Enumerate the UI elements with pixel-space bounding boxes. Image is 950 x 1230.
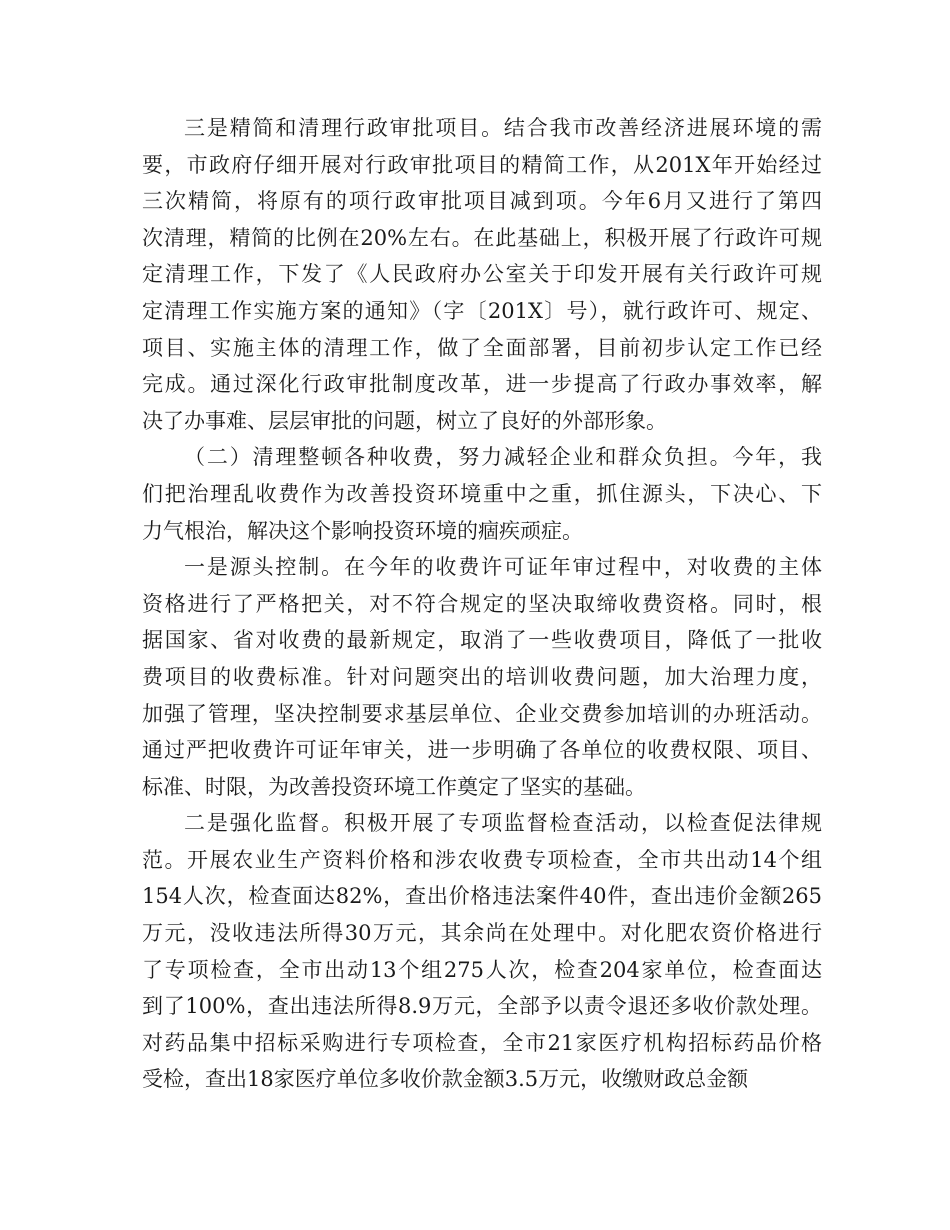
body-text: [142, 110, 822, 1098]
text-line: 二是强化监督。积极开展了专项监督检查活动，以检查促法律规: [184, 811, 822, 836]
text-line: 154人次，检查面达82%，查出价格违法案件40件，查出违价金额265: [142, 884, 822, 909]
text-line: 对药品集中招标采购进行专项检查，全市21家医疗机构招标药品价格: [142, 1030, 822, 1055]
text-line: 受检，查出18家医疗单位多收价款金额3.5万元，收缴财政总金额: [142, 1067, 749, 1092]
text-line: 要，市政府仔细开展对行政审批项目的精简工作，从201X年开始经过: [142, 152, 822, 177]
text-line: 定清理工作，下发了《人民政府办公室关于印发开展有关行政许可规: [142, 262, 822, 287]
text-line: 定清理工作实施方案的通知》（字〔201X〕号），就行政许可、规定、: [142, 298, 822, 323]
text-line: 们把治理乱收费作为改善投资环境重中之重，抓住源头，下决心、下: [142, 481, 822, 506]
text-line: 范。开展农业生产资料价格和涉农收费专项检查，全市共出动14个组: [142, 847, 822, 872]
text-line: 决了办事难、层层审批的问题，树立了良好的外部形象。: [142, 408, 667, 433]
text-line: 通过严把收费许可证年审关，进一步明确了各单位的收费权限、项目、: [142, 738, 822, 763]
text-line: 三次精简，将原有的项行政审批项目减到项。今年6月又进行了第四: [142, 189, 822, 214]
text-line: 了专项检查，全市出动13个组275人次，检查204家单位，检查面达: [142, 957, 822, 982]
text-line: 标准、时限，为改善投资环境工作奠定了坚实的基础。: [142, 774, 646, 799]
text-line: 力气根治，解决这个影响投资环境的痼疾顽症。: [142, 518, 583, 543]
text-line: 费项目的收费标准。针对问题突出的培训收费问题，加大治理力度，: [142, 664, 822, 689]
text-line: 项目、实施主体的清理工作，做了全面部署，目前初步认定工作已经: [142, 335, 822, 360]
text-line: 万元，没收违法所得30万元，其余尚在处理中。对化肥农资价格进行: [142, 921, 822, 946]
text-line: 加强了管理，坚决控制要求基层单位、企业交费参加培训的办班活动。: [142, 701, 822, 726]
text-line: 一是源头控制。在今年的收费许可证年审过程中，对收费的主体: [184, 555, 822, 580]
text-line: （二）清理整顿各种收费，努力减轻企业和群众负担。今年，我: [184, 445, 822, 470]
text-line: 次清理，精简的比例在20%左右。在此基础上，积极开展了行政许可规: [142, 225, 822, 250]
text-line: 到了100%，查出违法所得8.9万元，全部予以责令退还多收价款处理。: [142, 994, 822, 1019]
text-line: 三是精简和清理行政审批项目。结合我市改善经济进展环境的需: [184, 116, 822, 140]
text-line: 资格进行了严格把关，对不符合规定的坚决取缔收费资格。同时，根: [142, 591, 822, 616]
text-line: 据国家、省对收费的最新规定，取消了一些收费项目，降低了一批收: [142, 628, 822, 653]
text-line: 完成。通过深化行政审批制度改革，进一步提高了行政办事效率，解: [142, 372, 822, 397]
